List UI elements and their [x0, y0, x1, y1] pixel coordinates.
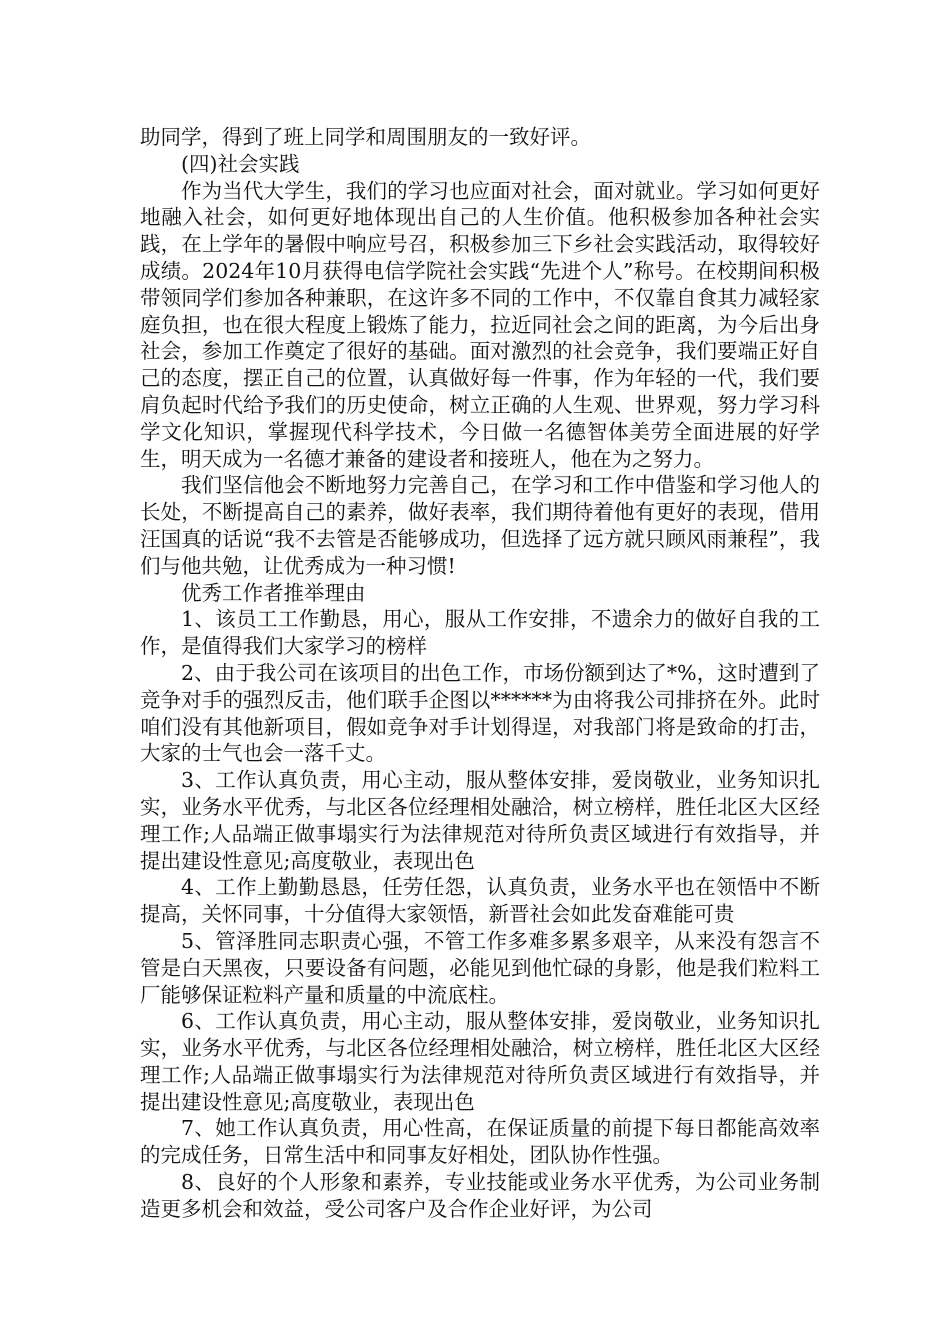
reason-item-7: 7、她工作认真负责，用心性高，在保证质量的前提下每日都能高效率的完成任务，日常生活中和同事友好相处，团队协作性强。 — [140, 1116, 820, 1168]
section-heading-recommendation: 优秀工作者推举理由 — [181, 580, 366, 605]
reason-item-4: 4、工作上勤勤恳恳，任劳任怨，认真负责，业务水平也在领悟中不断提高，关怀同事，十分值得大家领悟，新晋社会如此发奋难能可贵 — [140, 875, 820, 927]
section-heading-social-practice: (四)社会实践 — [181, 151, 300, 176]
reason-item-8: 8、良好的个人形象和素养，专业技能或业务水平优秀，为公司业务制造更多机会和效益，受公司客户及合作企业好评，为公司 — [140, 1170, 820, 1221]
reason-item-5: 5、管泽胜同志职责心强，不管工作多难多累多艰辛，从来没有怨言不管是白天黑夜，只要设备有问题，必能见到他忙碌的身影，他是我们粒料工厂能够保证粒料产量和质量的中流底柱。 — [140, 928, 820, 1007]
reason-item-3: 3、工作认真负责，用心主动，服从整体安排，爱岗敬业，业务知识扎实，业务水平优秀，与北区各位经理相处融洽，树立榜样，胜任北区大区经理工作;人品端正做事塌实行为法律规范对待所负责区域进行有效指导，并提出建设性意见;高度敬业，表现出色 — [140, 768, 820, 873]
reason-item-1: 1、该员工工作勤恳，用心，服从工作安排，不遗余力的做好自我的工作，是值得我们大家学习的榜样 — [140, 607, 820, 659]
paragraph-continuation: 助同学，得到了班上同学和周围朋友的一致好评。 — [140, 125, 591, 149]
reason-item-6: 6、工作认真负责，用心主动，服从整体安排，爱岗敬业，业务知识扎实，业务水平优秀，与北区各位经理相处融洽，树立榜样，胜任北区大区经理工作;人品端正做事塌实行为法律规范对待所负责区域进行有效指导，并提出建设性意见;高度敬业，表现出色 — [140, 1009, 820, 1114]
reason-item-2: 2、由于我公司在该项目的出色工作，市场份额到达了*%，这时遭到了竞争对手的强烈反击，他们联手企图以******为由将我公司排挤在外。此时咱们没有其他新项目，假如竞争对手计划得逞，对我部门将是致命的打击，大家的士气也会一落千丈。 — [140, 660, 820, 766]
paragraph-expectation: 我们坚信他会不断地努力完善自己，在学习和工作中借鉴和学习他人的长处，不断提高自己的素养，做好表率，我们期待着他有更好的表现，借用汪国真的话说“我不去管是否能够成功，但选择了远方就只顾风雨兼程”，我们与他共勉，让优秀成为一种习惯! — [140, 473, 820, 578]
document-page — [140, 124, 820, 1223]
paragraph-social-practice: 作为当代大学生，我们的学习也应面对社会，面对就业。学习如何更好地融入社会，如何更好地体现出自己的人生价值。他积极参加各种社会实践，在上学年的暑假中响应号召，积极参加三下乡社会实践活动，取得较好成绩。2024年10月获得电信学院社会实践“先进个人”称号。在校期间积极带领同学们参加各种兼职，在这许多不同的工作中，不仅靠自食其力减轻家庭负担，也在很大程度上锻炼了能力，拉近同社会之间的距离，为今后出身社会，参加工作奠定了很好的基础。面对激烈的社会竞争，我们要端正好自己的态度，摆正自己的位置，认真做好每一件事，作为年轻的一代，我们要肩负起时代给予我们的历史使命，树立正确的人生观、世界观，努力学习科学文化知识，掌握现代科学技术，今日做一名德智体美劳全面进展的好学生，明天成为一名德才兼备的建设者和接班人，他在为之努力。 — [140, 178, 820, 471]
